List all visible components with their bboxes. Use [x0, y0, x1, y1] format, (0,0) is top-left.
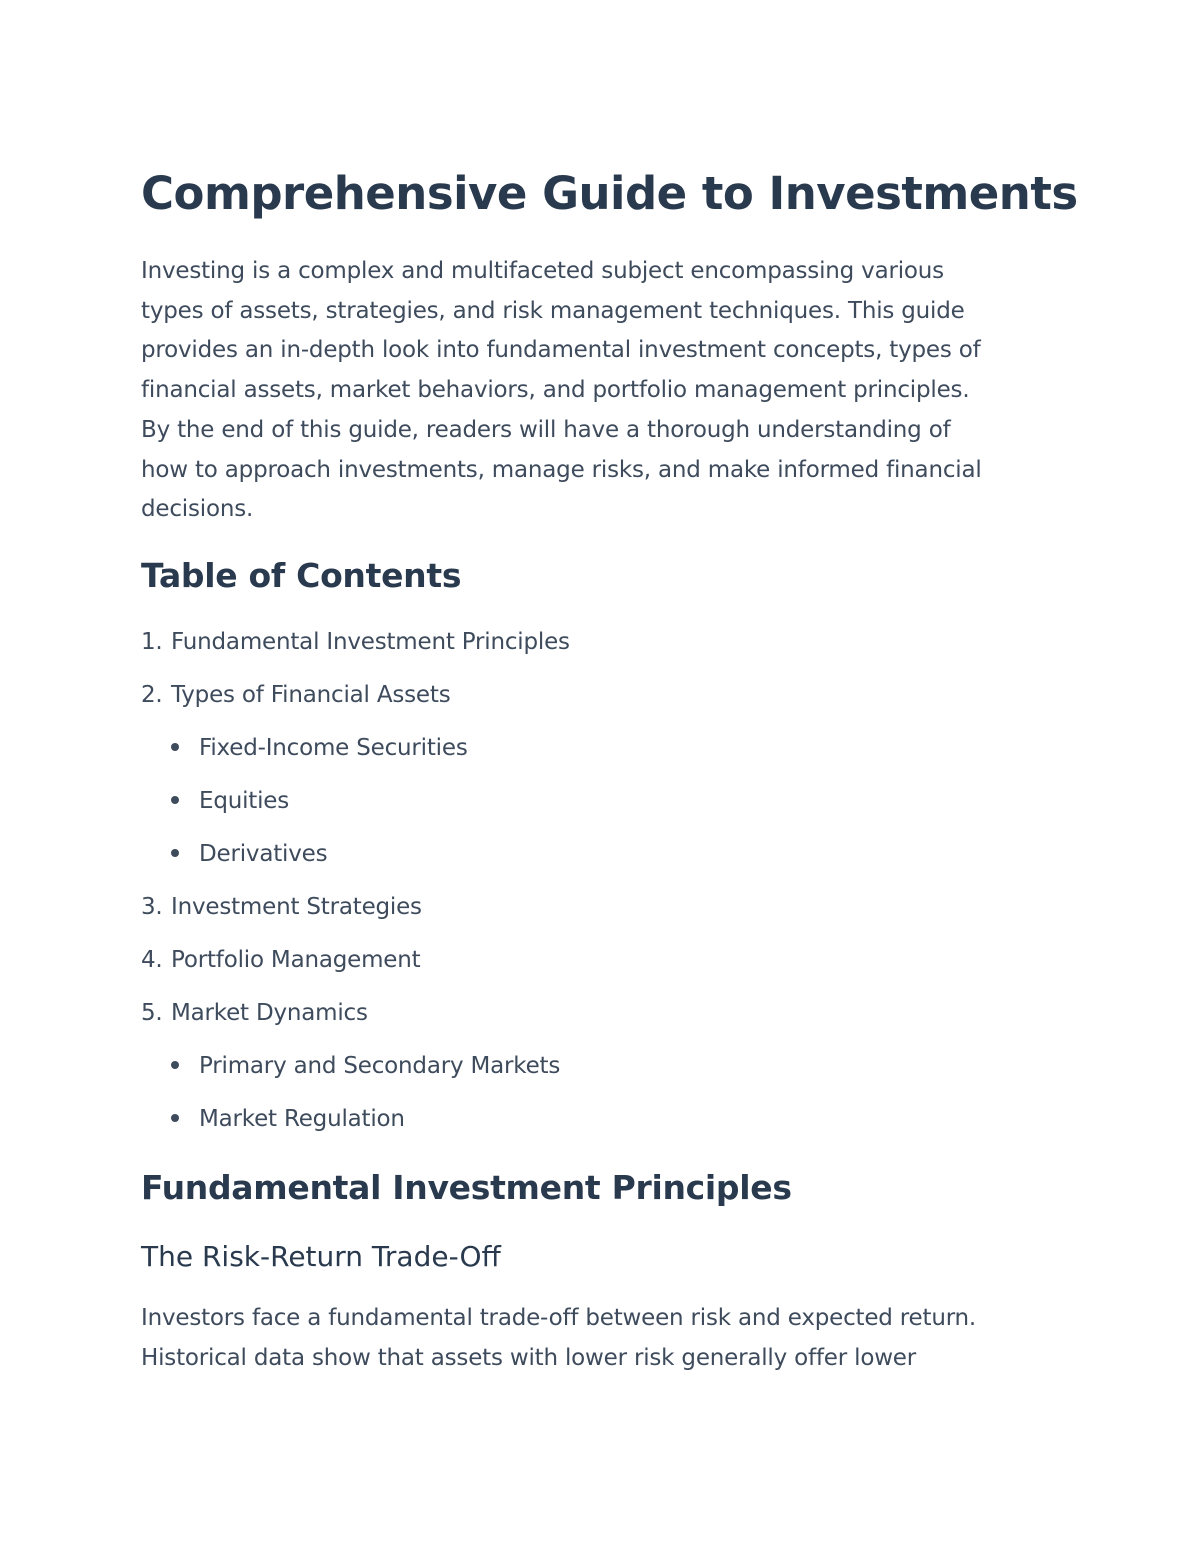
intro-line: By the end of this guide, readers will have a thorough understanding of — [141, 416, 951, 443]
toc-item-types-of-assets[interactable] — [141, 680, 450, 710]
bullet-icon — [171, 1114, 179, 1122]
toc-subitem-primary-secondary[interactable] — [171, 1051, 560, 1081]
document-title: Comprehensive Guide to Investments — [141, 167, 1078, 220]
toc-item-label: Portfolio Management — [171, 947, 421, 973]
toc-item-market-dynamics[interactable] — [141, 998, 368, 1028]
bullet-icon — [171, 849, 179, 857]
toc-item-number: 4. — [141, 947, 163, 973]
toc-subitem-fixed-income[interactable] — [171, 733, 468, 763]
toc-item-label: Market Dynamics — [171, 1000, 368, 1026]
toc-heading: Table of Contents — [141, 556, 462, 595]
toc-item-label: Fundamental Investment Principles — [171, 629, 570, 655]
subsection-heading: The Risk-Return Trade-Off — [141, 1240, 501, 1273]
toc-item-number: 2. — [141, 682, 163, 708]
intro-line: types of assets, strategies, and risk management techniques. This guide — [141, 297, 965, 324]
section-heading: Fundamental Investment Principles — [141, 1168, 792, 1207]
toc-subitem-equities[interactable] — [171, 786, 289, 816]
toc-item-label: Types of Financial Assets — [171, 682, 451, 708]
paragraph-line: Investors face a fundamental trade-off between risk and expected return. — [141, 1305, 977, 1331]
paragraph-line: Historical data show that assets with lower risk generally offer lower — [141, 1345, 917, 1371]
toc-subitem-label: Equities — [199, 788, 290, 814]
intro-line: how to approach investments, manage risks, and make informed financial — [141, 456, 982, 483]
toc-item-portfolio-management[interactable] — [141, 945, 420, 975]
toc-item-fundamental-principles[interactable] — [141, 627, 570, 657]
bullet-icon — [171, 796, 179, 804]
bullet-icon — [171, 1061, 179, 1069]
toc-subitem-label: Market Regulation — [199, 1106, 405, 1132]
intro-line: financial assets, market behaviors, and portfolio management principles. — [141, 377, 970, 404]
toc-item-number: 3. — [141, 894, 163, 920]
toc-item-investment-strategies[interactable] — [141, 892, 422, 922]
intro-paragraph — [141, 252, 1071, 530]
toc-item-number: 1. — [141, 629, 163, 655]
intro-line: provides an in-depth look into fundamental investment concepts, types of — [141, 337, 981, 364]
toc-subitem-derivatives[interactable] — [171, 839, 327, 869]
bullet-icon — [171, 743, 179, 751]
toc-subitem-label: Fixed-Income Securities — [199, 735, 468, 761]
toc-item-label: Investment Strategies — [171, 894, 422, 920]
toc-subitem-label: Primary and Secondary Markets — [199, 1053, 561, 1079]
toc-subitem-market-regulation[interactable] — [171, 1104, 405, 1134]
toc-subitem-label: Derivatives — [199, 841, 328, 867]
intro-line: decisions. — [141, 496, 254, 523]
intro-line: Investing is a complex and multifaceted subject encompassing various — [141, 258, 944, 284]
section-paragraph — [141, 1298, 1071, 1378]
toc-item-number: 5. — [141, 1000, 163, 1026]
